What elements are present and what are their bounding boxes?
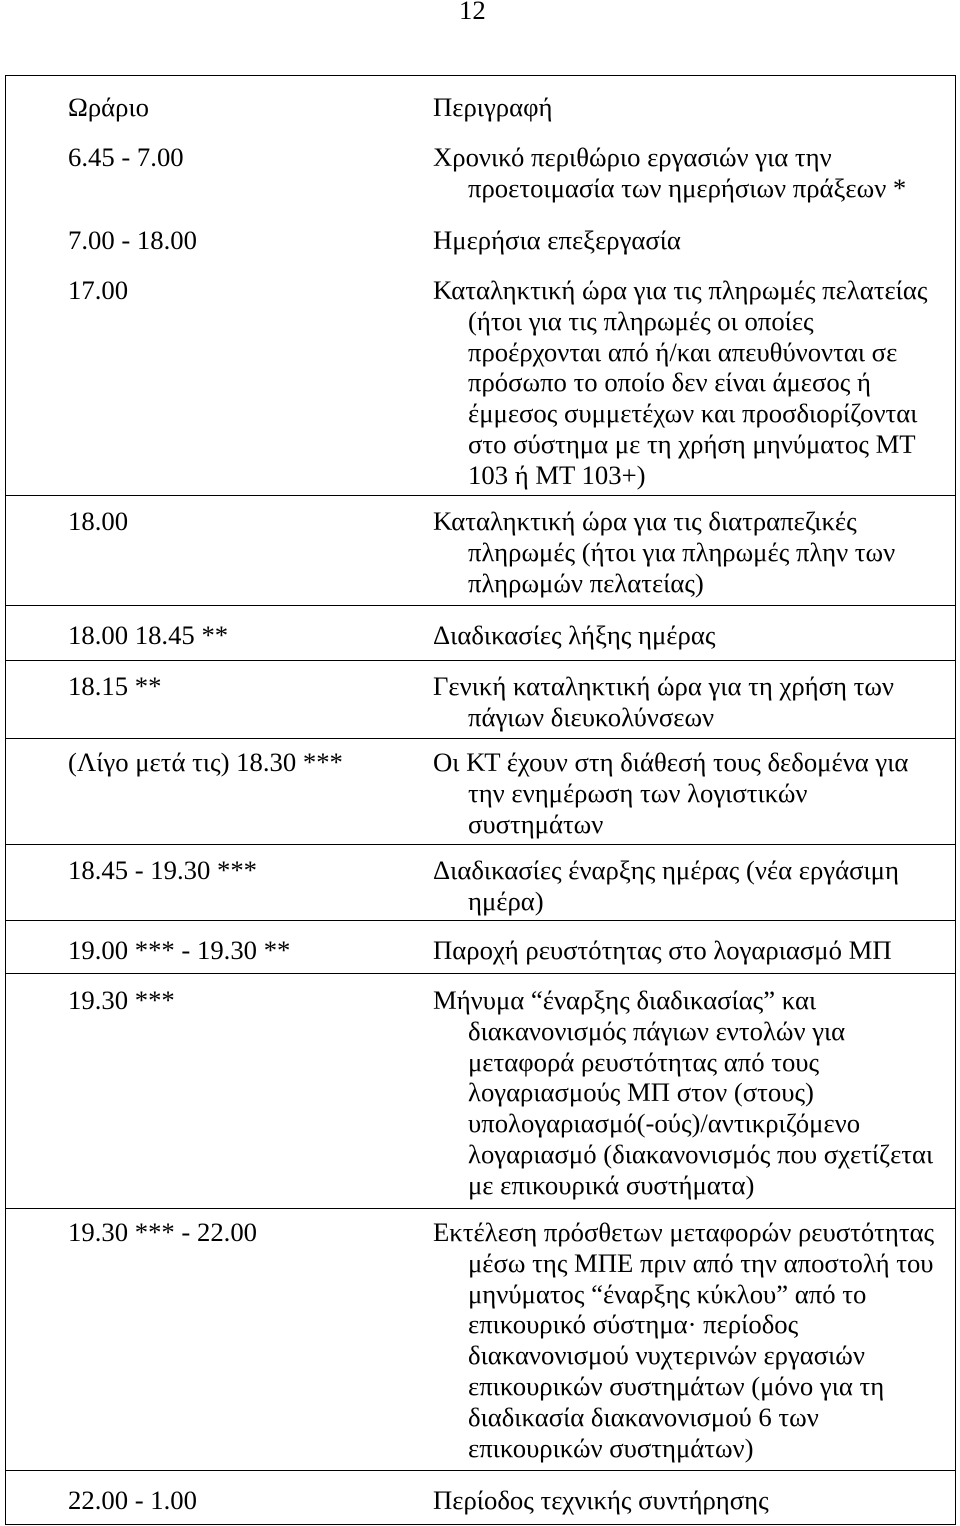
time-cell: 18.00 18.45 **	[68, 620, 229, 650]
description-line: επικουρικών συστημάτων)	[468, 1432, 754, 1463]
description-line: μέσω της ΜΠΕ πριν από την αποστολή του	[468, 1247, 934, 1278]
row-divider	[6, 1470, 955, 1471]
time-cell: 22.00 - 1.00	[68, 1485, 197, 1515]
header-description-label: Περιγραφή	[433, 92, 553, 122]
time-cell: 18.15 **	[68, 671, 162, 701]
table-row	[6, 671, 955, 733]
description-cell	[433, 225, 681, 256]
row-divider	[6, 844, 955, 845]
time-cell: (Λίγο μετά τις) 18.30 ***	[68, 747, 343, 777]
table-row	[6, 1485, 955, 1516]
description-cell	[433, 671, 894, 733]
description-line: Γενική καταληκτική ώρα για τη χρήση των	[433, 671, 894, 701]
description-line: συστημάτων	[468, 808, 604, 839]
description-line: έμμεσος συμμετέχων και προσδιορίζονται	[468, 398, 918, 429]
description-cell	[433, 1217, 934, 1463]
description-cell	[433, 747, 908, 839]
schedule-table	[5, 75, 956, 1525]
description-line: την ενημέρωση των λογιστικών	[468, 777, 808, 808]
row-divider	[6, 495, 955, 496]
description-cell	[433, 275, 927, 491]
description-cell	[433, 985, 933, 1201]
description-line: πληρωμές (ήτοι για πληρωμές πλην των	[468, 536, 896, 567]
header-description	[433, 92, 552, 123]
description-cell	[433, 620, 715, 651]
row-divider	[6, 1208, 955, 1209]
description-line: Εκτέλεση πρόσθετων μεταφορών ρευστότητας	[433, 1217, 935, 1247]
page-number: 12	[459, 0, 486, 25]
description-line: προέρχονται από ή/και απευθύνονται σε	[468, 336, 898, 367]
description-line: ημέρα)	[468, 885, 544, 916]
table-row	[6, 620, 955, 651]
description-line: πάγιων διευκολύνσεων	[468, 701, 715, 732]
description-cell	[433, 935, 892, 966]
description-line: (ήτοι για τις πληρωμές οι οποίες	[468, 305, 814, 336]
description-line: Διαδικασίες λήξης ημέρας	[433, 620, 716, 650]
description-line: πρόσωπο το οποίο δεν είναι άμεσος ή	[468, 367, 871, 398]
table-header-row	[6, 92, 955, 123]
description-line: Παροχή ρευστότητας στο λογαριασμό ΜΠ	[433, 935, 892, 965]
description-line: μεταφορά ρευστότητας από τους	[468, 1046, 820, 1077]
description-cell	[433, 1485, 769, 1516]
row-divider	[6, 738, 955, 739]
row-divider	[6, 920, 955, 921]
description-line: προετοιμασία των ημερήσιων πράξεων *	[468, 172, 907, 203]
description-line: στο σύστημα με τη χρήση μηνύματος ΜΤ	[468, 428, 916, 459]
description-line: επικουρικό σύστημα· περίοδος	[468, 1309, 799, 1340]
description-line: μηνύματος “έναρξης κύκλου” από το	[468, 1278, 867, 1309]
table-row	[6, 855, 955, 917]
description-line: Χρονικό περιθώριο εργασιών για την	[433, 142, 832, 172]
time-cell: 19.30 *** - 22.00	[68, 1217, 258, 1247]
description-line: διακανονισμός πάγιων εντολών για	[468, 1015, 846, 1046]
description-line: υπολογαριασμό(-ούς)/αντικριζόμενο	[468, 1108, 861, 1139]
description-line: Καταληκτική ώρα για τις διατραπεζικές	[433, 506, 857, 536]
table-row	[6, 142, 955, 204]
description-line: επικουρικών συστημάτων (μόνο για τη	[468, 1370, 885, 1401]
description-line: λογαριασμούς ΜΠ στον (στους)	[468, 1077, 814, 1108]
time-cell: 18.45 - 19.30 ***	[68, 855, 258, 885]
table-row	[6, 747, 955, 839]
description-line: πληρωμών πελατείας)	[468, 567, 704, 598]
description-line: Μήνυμα “έναρξης διαδικασίας” και	[433, 985, 817, 1015]
description-line: Ημερήσια επεξεργασία	[433, 225, 681, 255]
description-cell	[433, 142, 906, 204]
table-row	[6, 275, 955, 491]
table-row	[6, 935, 955, 966]
time-cell: 18.00	[68, 506, 129, 536]
description-line: Καταληκτική ώρα για τις πληρωμές πελατείας	[433, 275, 928, 305]
row-divider	[6, 660, 955, 661]
table-row	[6, 506, 955, 598]
table-row	[6, 1217, 955, 1463]
header-time: Ωράριο	[68, 92, 149, 122]
description-line: 103 ή ΜΤ 103+)	[468, 459, 646, 490]
description-line: λογαριασμό (διακανονισμός που σχετίζεται	[468, 1138, 934, 1169]
description-line: διακανονισμού νυχτερινών εργασιών	[468, 1340, 865, 1371]
row-divider	[6, 605, 955, 606]
description-cell	[433, 855, 899, 917]
table-row	[6, 225, 955, 256]
time-cell: 17.00	[68, 275, 129, 305]
description-line: διαδικασία διακανονισμού 6 των	[468, 1401, 819, 1432]
row-divider	[6, 973, 955, 974]
description-line: Περίοδος τεχνικής συντήρησης	[433, 1485, 769, 1515]
time-cell: 19.00 *** - 19.30 **	[68, 935, 291, 965]
time-cell: 19.30 ***	[68, 985, 175, 1015]
time-cell: 7.00 - 18.00	[68, 225, 197, 255]
description-line: Οι ΚΤ έχουν στη διάθεσή τους δεδομένα για	[433, 747, 909, 777]
description-line: με επικουρικά συστήματα)	[468, 1169, 755, 1200]
description-line: Διαδικασίες έναρξης ημέρας (νέα εργάσιμη	[433, 855, 899, 885]
table-row	[6, 985, 955, 1201]
time-cell: 6.45 - 7.00	[68, 142, 184, 172]
description-cell	[433, 506, 895, 598]
